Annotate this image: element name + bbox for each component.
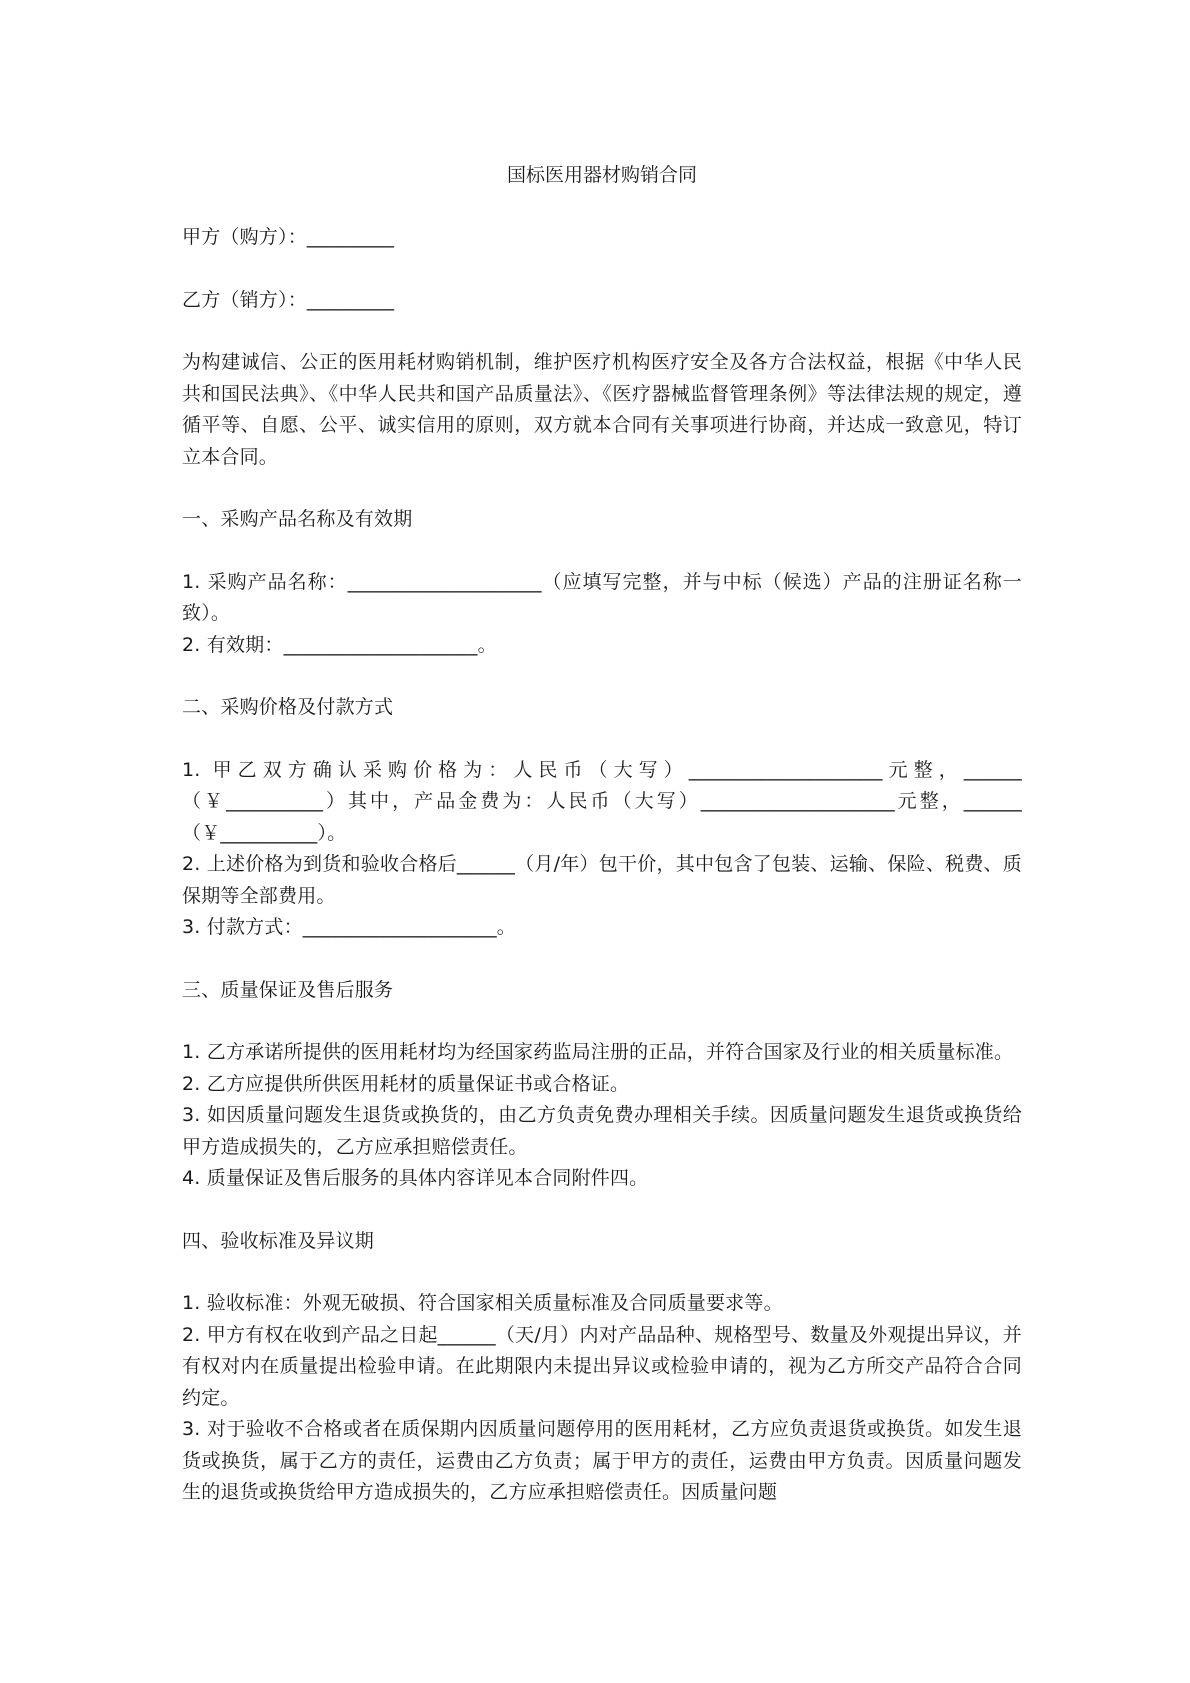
section-heading: 四、验收标准及异议期 bbox=[182, 1229, 375, 1252]
party-b-line: 乙方（销方）：_________ bbox=[182, 288, 395, 311]
section-item: 1. 乙方承诺所提供的医用耗材均为经国家药监局注册的正品，并符合国家及行业的相关质量标准。 bbox=[182, 1041, 1014, 1063]
section-item: 2. 甲方有权在收到产品之日起______（天/月）内对产品品种、规格型号、数量及外观提出异议，并有权对内在质量提出检验申请。在此期限内未提出异议或检验申请的，视为乙方所交产品符合合同约定。 bbox=[182, 1323, 1022, 1409]
preamble-paragraph: 为构建诚信、公正的医用耗材购销机制，维护医疗机构医疗安全及各方合法权益，根据《中华人民共和国民法典》、《中华人民共和国产品质量法》、《医疗器械监督管理条例》等法律法规的规定，遵循平等、自愿、公平、诚实信用的原则，双方就本合同有关事项进行协商，并达成一致意见，特订立本合同。 bbox=[182, 351, 1022, 468]
document-title: 国标医用器材购销合同 bbox=[506, 164, 697, 186]
section-item: 3. 对于验收不合格或者在质保期内因质量问题停用的医用耗材，乙方应负责退货或换货。如发生退货或换货，属于乙方的责任，运费由乙方负责；属于甲方的责任，运费由甲方负责。因质量问题发生的退货或换货给甲方造成损失的，乙方应承担赔偿责任。因质量问题 bbox=[182, 1418, 1022, 1503]
section-item: 1. 甲乙双方确认采购价格为：人民币（大写）____________________元整，______（￥__________）其中，产品金费为：人民币（大写）____________________元整，______（￥__________）。 bbox=[182, 758, 1022, 844]
section-item: 4. 质量保证及售后服务的具体内容详见本合同附件四。 bbox=[182, 1167, 649, 1189]
party-a-line: 甲方（购方）：_________ bbox=[182, 226, 395, 248]
section-heading: 二、采购价格及付款方式 bbox=[182, 696, 394, 718]
section-item: 2. 有效期：____________________。 bbox=[182, 633, 497, 656]
section-item: 2. 乙方应提供所供医用耗材的质量保证书或合格证。 bbox=[182, 1072, 630, 1095]
section-item: 1. 验收标准：外观无破损、符合国家相关质量标准及合同质量要求等。 bbox=[182, 1292, 783, 1314]
section-item: 2. 上述价格为到货和验收合格后______（月/年）包干价，其中包含了包装、运输、保险、税费、质保期等全部费用。 bbox=[182, 853, 1022, 907]
section-item: 1. 采购产品名称：____________________（应填写完整，并与中标（候选）产品的注册证名称一致）。 bbox=[182, 570, 1022, 624]
section-heading: 一、采购产品名称及有效期 bbox=[182, 508, 413, 530]
section-heading: 三、质量保证及售后服务 bbox=[182, 978, 394, 1001]
section-item: 3. 如因质量问题发生退货或换货的，由乙方负责免费办理相关手续。因质量问题发生退货或换货给甲方造成损失的，乙方应承担赔偿责任。 bbox=[182, 1104, 1022, 1158]
section-item: 3. 付款方式：____________________。 bbox=[182, 916, 516, 938]
